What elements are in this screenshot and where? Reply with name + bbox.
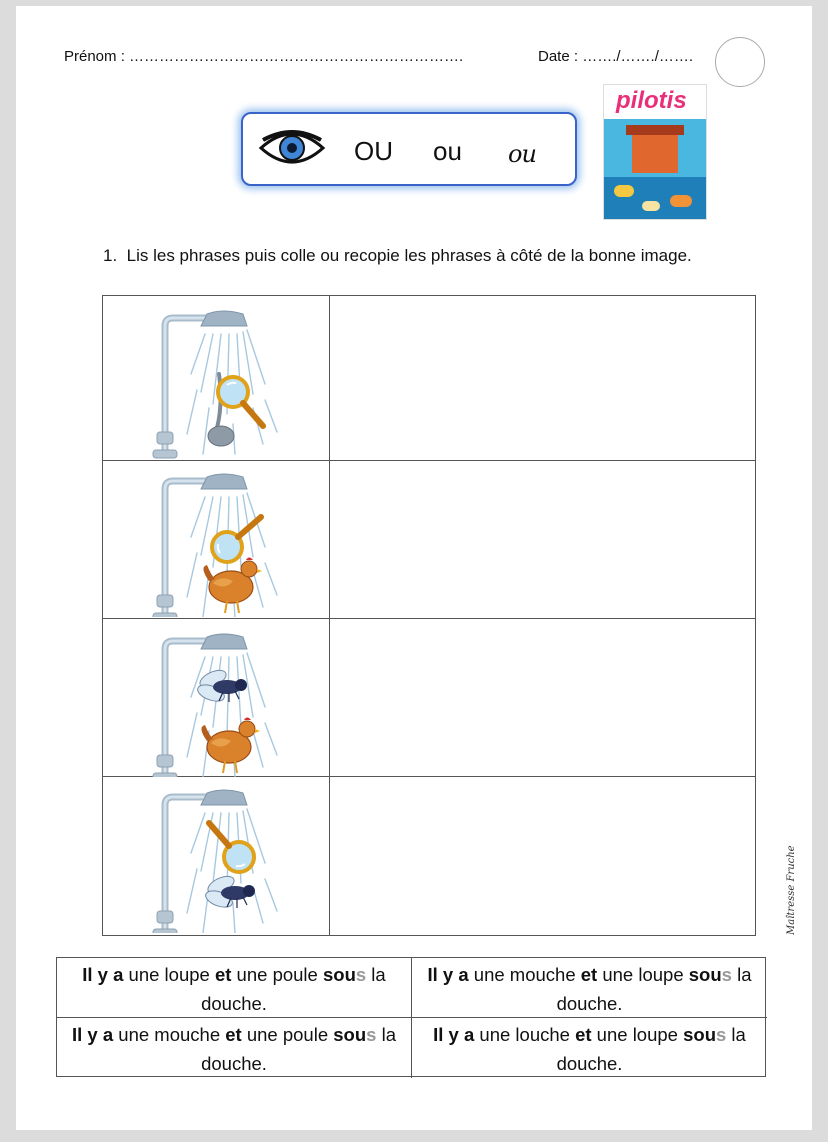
sentence-bold: et <box>214 964 232 985</box>
answer-cell[interactable] <box>330 461 755 618</box>
sentence-text: la douche. <box>201 964 386 1014</box>
sentence-bold: sou <box>333 1024 367 1045</box>
sentence-text: une poule <box>241 1024 334 1045</box>
date-label: Date : <box>538 48 583 65</box>
silent-letter: s <box>355 964 367 985</box>
sentence-bold: et <box>580 964 598 985</box>
sentence-bold: Il y a <box>82 964 124 985</box>
grid-row <box>103 619 755 777</box>
instruction-text: Lis les phrases puis colle ou recopie les phrases à côté de la bonne image. <box>126 246 692 265</box>
picture-louche-loupe <box>103 296 330 460</box>
sentence-text: une mouche <box>468 964 581 985</box>
name-field[interactable]: …………………………………………………………. <box>129 48 464 65</box>
cover-title: pilotis <box>616 87 687 114</box>
date-line <box>538 48 693 65</box>
grid-row <box>103 461 755 619</box>
sentence-bold: sou <box>322 964 356 985</box>
instruction <box>103 246 692 266</box>
sentence-text: une louche <box>474 1024 576 1045</box>
sound-cursive: ou <box>508 140 536 168</box>
eye-icon <box>257 126 327 170</box>
date-field[interactable]: ……./……./……. <box>582 48 694 65</box>
author-signature: Maîtresse Fruche <box>786 845 797 935</box>
picture-loupe-poule <box>103 461 330 618</box>
sound-box <box>241 112 577 186</box>
name-label: Prénom : <box>64 48 130 65</box>
sentence-card[interactable] <box>412 958 767 1018</box>
sentence-text: la douche. <box>556 1024 746 1074</box>
sentence-text: une poule <box>231 964 323 985</box>
picture-loupe-mouche <box>103 777 330 935</box>
instruction-number: 1. <box>103 246 118 265</box>
sentence-bold: et <box>575 1024 592 1045</box>
sentence-bold: sou <box>683 1024 716 1045</box>
sentence-card[interactable] <box>57 1018 412 1078</box>
evaluation-circle <box>715 37 765 87</box>
worksheet-page <box>16 6 812 1130</box>
answer-cell[interactable] <box>330 296 755 460</box>
sentence-card[interactable] <box>412 1018 767 1078</box>
sentence-text: la douche. <box>201 1024 396 1074</box>
silent-letter: s <box>716 1024 727 1045</box>
sentence-text: la douche. <box>556 964 752 1014</box>
sentence-table <box>56 957 766 1077</box>
matching-grid <box>102 295 756 936</box>
sentence-text: une loupe <box>591 1024 684 1045</box>
sentence-bold: Il y a <box>433 1024 475 1045</box>
sentence-text: une loupe <box>123 964 215 985</box>
sentence-bold: Il y a <box>427 964 469 985</box>
grid-row <box>103 296 755 461</box>
sentence-bold: sou <box>688 964 722 985</box>
picture-mouche-poule <box>103 619 330 776</box>
sentence-card[interactable] <box>57 958 412 1018</box>
pilotis-cover <box>603 84 707 220</box>
answer-cell[interactable] <box>330 777 755 935</box>
sentence-text: une mouche <box>113 1024 226 1045</box>
grid-row <box>103 777 755 935</box>
sentence-text: une loupe <box>597 964 689 985</box>
name-line <box>64 48 463 65</box>
silent-letter: s <box>366 1024 377 1045</box>
answer-cell[interactable] <box>330 619 755 776</box>
sentence-bold: et <box>225 1024 242 1045</box>
sound-uppercase: OU <box>354 136 393 166</box>
sound-lowercase: ou <box>433 136 462 166</box>
sentence-bold: Il y a <box>72 1024 114 1045</box>
silent-letter: s <box>721 964 732 985</box>
